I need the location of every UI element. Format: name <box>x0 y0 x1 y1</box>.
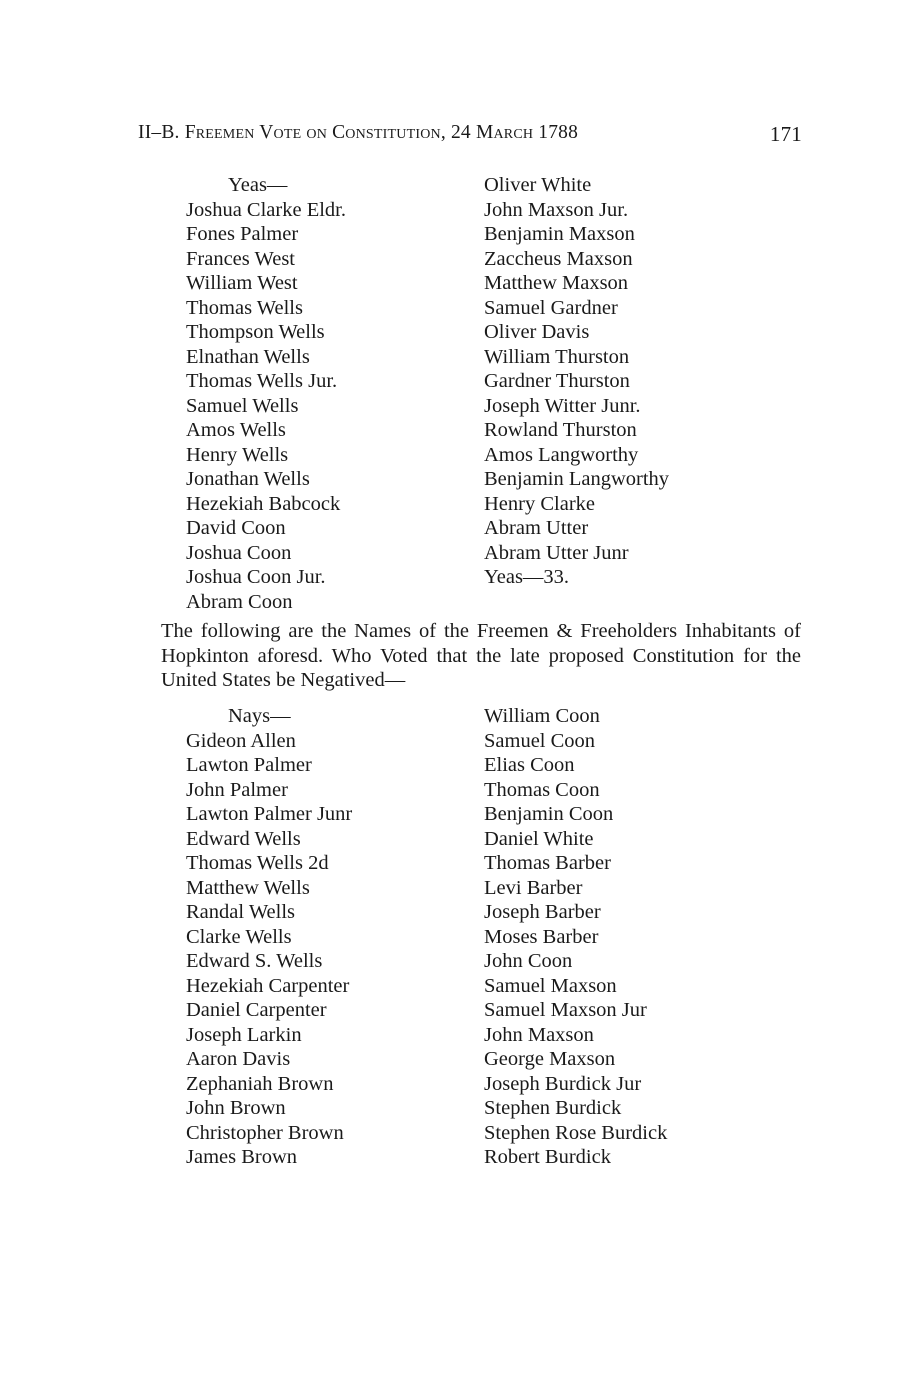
yeas-name: Joshua Coon Jur. <box>186 566 326 588</box>
yeas-name: Samuel Wells <box>186 394 299 417</box>
yeas-name: Matthew Maxson <box>484 272 629 294</box>
nays-right-column <box>484 704 667 1170</box>
nays-name: Levi Barber <box>484 876 583 899</box>
yeas-name: John Maxson Jur. <box>484 198 629 221</box>
nays-name: John Maxson <box>484 1023 594 1046</box>
nays-heading: Nays— <box>228 705 291 727</box>
yeas-name: Benjamin Maxson <box>484 223 635 245</box>
nays-name: Stephen Rose Burdick <box>484 1121 668 1144</box>
nays-left-column <box>186 704 352 1170</box>
yeas-left-column <box>186 173 346 614</box>
yeas-right-column <box>484 173 669 590</box>
yeas-name: Gardner Thurston <box>484 370 630 392</box>
yeas-name: Henry Wells <box>186 443 289 466</box>
nays-name: Aaron Davis <box>186 1048 291 1070</box>
yeas-name: Joshua Clarke Eldr. <box>186 198 346 221</box>
nays-name: John Palmer <box>186 778 288 801</box>
nays-name: Robert Burdick <box>484 1146 611 1168</box>
title-year: 1788 <box>533 122 579 143</box>
nays-name: Gideon Allen <box>186 729 296 752</box>
nays-name: Benjamin Coon <box>484 803 614 825</box>
yeas-name: Rowland Thurston <box>484 419 637 441</box>
nays-name: Joseph Larkin <box>186 1023 302 1046</box>
title-small-caps: Freemen Vote on Constitution, <box>184 122 446 143</box>
yeas-name: Zaccheus Maxson <box>484 247 633 270</box>
yeas-name: Fones Palmer <box>186 223 299 245</box>
nays-name: Edward S. Wells <box>186 950 323 972</box>
yeas-name: Samuel Gardner <box>484 296 618 319</box>
nays-name: Thomas Barber <box>484 852 611 874</box>
yeas-name: Abram Utter Junr <box>484 541 629 564</box>
nays-name: Edward Wells <box>186 827 301 850</box>
nays-name: Moses Barber <box>484 925 599 948</box>
title-month: March <box>475 122 534 143</box>
nays-name: Elias Coon <box>484 754 575 776</box>
title-date: 24 <box>445 122 476 143</box>
yeas-name: Joseph Witter Junr. <box>484 394 641 417</box>
yeas-name: Thomas Wells Jur. <box>186 370 338 392</box>
yeas-name: Thompson Wells <box>186 321 325 343</box>
nays-name: John Brown <box>186 1097 286 1119</box>
yeas-name: Benjamin Langworthy <box>484 468 670 490</box>
yeas-name: William Thurston <box>484 345 630 368</box>
yeas-name: Hezekiah Babcock <box>186 492 341 515</box>
nays-name: Clarke Wells <box>186 925 292 948</box>
nays-name: Samuel Maxson Jur <box>484 999 647 1021</box>
nays-name: Lawton Palmer <box>186 754 312 776</box>
nays-name: William Coon <box>484 705 600 727</box>
title-prefix: II–B. <box>138 122 185 143</box>
yeas-name: Joshua Coon <box>186 541 292 564</box>
yeas-total: Yeas—33. <box>484 566 570 588</box>
yeas-name: Abram Coon <box>186 590 293 613</box>
yeas-name: David Coon <box>186 517 286 539</box>
nays-name: Joseph Burdick Jur <box>484 1072 642 1095</box>
nays-name: Lawton Palmer Junr <box>186 803 353 825</box>
yeas-name: Thomas Wells <box>186 296 303 319</box>
nays-name: Christopher Brown <box>186 1121 344 1144</box>
yeas-name: Henry Clarke <box>484 492 595 515</box>
nays-name: Matthew Wells <box>186 876 310 899</box>
nays-name: Randal Wells <box>186 901 295 923</box>
nays-name: Joseph Barber <box>484 901 601 923</box>
yeas-name: Oliver White <box>484 174 592 196</box>
yeas-name: Amos Langworthy <box>484 443 639 466</box>
yeas-name: William West <box>186 272 298 294</box>
yeas-name: Abram Utter <box>484 517 589 539</box>
yeas-name: Oliver Davis <box>484 321 590 343</box>
nays-name: Thomas Coon <box>484 778 600 801</box>
nays-name: Samuel Maxson <box>484 974 617 997</box>
nays-name: Zephaniah Brown <box>186 1072 334 1095</box>
nays-name: Stephen Burdick <box>484 1097 622 1119</box>
nays-name: Thomas Wells 2d <box>186 852 329 874</box>
yeas-name: Jonathan Wells <box>186 468 310 490</box>
yeas-name: Elnathan Wells <box>186 345 310 368</box>
page-number: 171 <box>769 122 802 146</box>
nays-name: Daniel Carpenter <box>186 999 327 1021</box>
running-head-title <box>138 122 578 144</box>
nays-name: Daniel White <box>484 827 594 850</box>
nays-name: Samuel Coon <box>484 729 596 752</box>
yeas-name: Amos Wells <box>186 419 286 441</box>
yeas-name: Frances West <box>186 247 295 270</box>
nays-name: John Coon <box>484 950 573 972</box>
nays-name: Hezekiah Carpenter <box>186 974 350 997</box>
nays-name: James Brown <box>186 1146 298 1168</box>
body-paragraph: The following are the Names of the Freemen & Freeholders Inhabitants of Hopkinton aforesd. Who Voted that the late proposed Constitution for the United States be Negatived— <box>161 620 801 691</box>
nays-name: George Maxson <box>484 1048 616 1070</box>
yeas-heading: Yeas— <box>228 174 288 196</box>
